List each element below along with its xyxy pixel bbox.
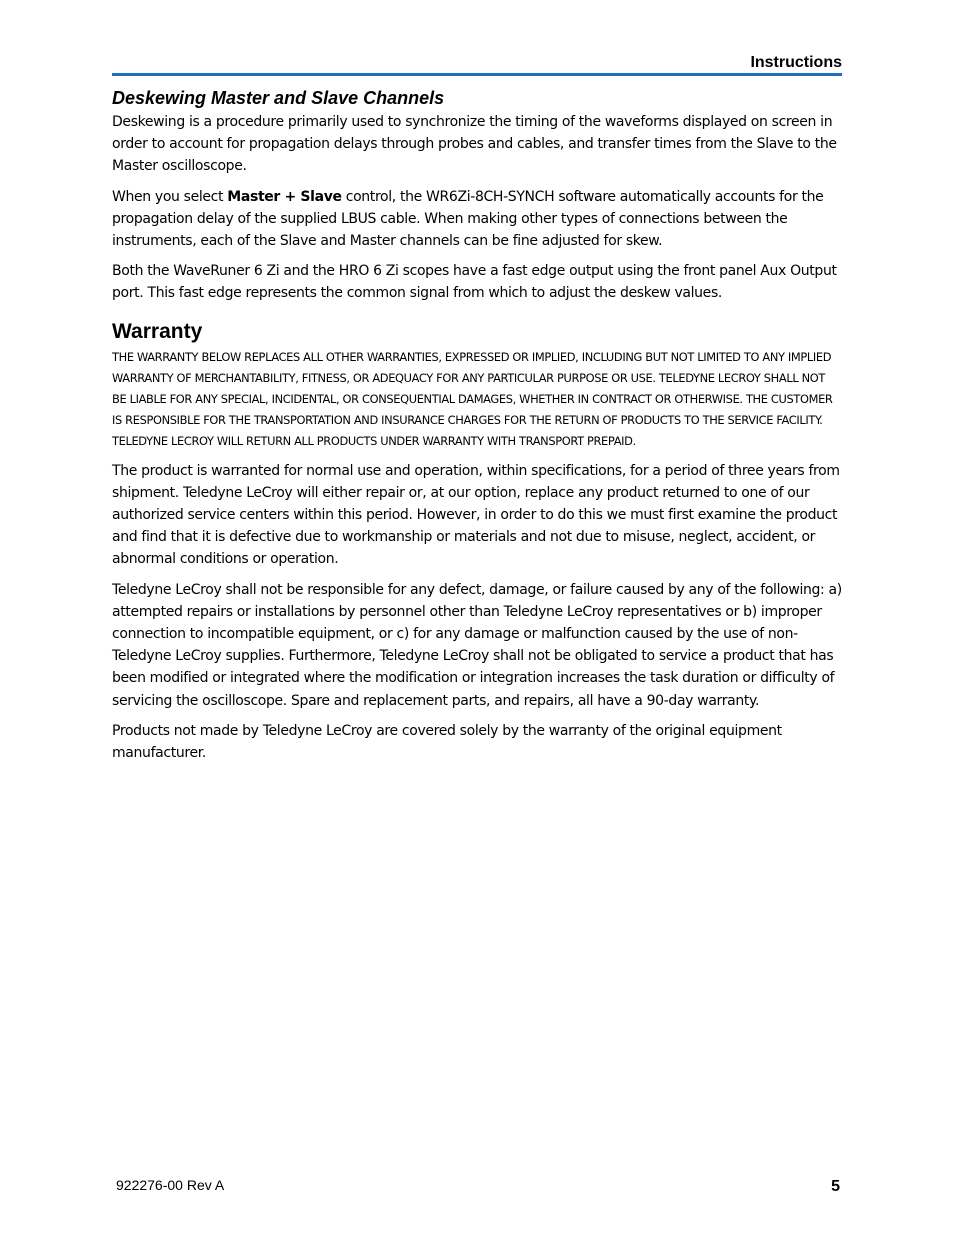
deskew-paragraph-2-end: control, the WR6Zi-8CH-SYNCH software automatically accounts for the propagation delay of the supplied LBUS cable. When making other types of connections between the instruments, each of the Slave and Master channels can be fine adjusted for skew. bbox=[112, 188, 824, 250]
warranty-heading: Warranty bbox=[112, 319, 203, 343]
deskew-paragraph-3: Both the WaveRuner 6 Zi and the HRO 6 Zi scopes have a fast edge output using the front panel Aux Output port. This fast edge represents the common signal from which to adjust the deskew values. bbox=[112, 263, 837, 302]
header-title: Instructions bbox=[750, 54, 842, 71]
master-slave-term: Master + Slave bbox=[227, 188, 342, 205]
warranty-disclaimer: THE WARRANTY BELOW REPLACES ALL OTHER WARRANTIES, EXPRESSED OR IMPLIED, INCLUDING BUT NOT LIMITED TO ANY IMPLIED WARRANTY OF MERCHANTABILITY, FITNESS, OR ADEQUACY FOR ANY PARTICULAR PURPOSE OR USE. TELEDYNE LECROY SHALL NOT BE LIABLE FOR ANY SPECIAL, INCIDENTAL, OR CONSEQUENTIAL DAMAGES, WHETHER IN CONTRACT OR OTHERWISE. THE CUSTOMER IS RESPONSIBLE FOR THE TRANSPORTATION AND INSURANCE CHARGES FOR THE RETURN OF PRODUCTS TO THE SERVICE FACILITY. TELEDYNE LECROY WILL RETURN ALL PRODUCTS UNDER WARRANTY WITH TRANSPORT PREPAID. bbox=[112, 349, 833, 448]
header-rule bbox=[112, 73, 842, 76]
deskew-heading: Deskewing Master and Slave Channels bbox=[112, 88, 445, 108]
warranty-paragraph-3: Products not made by Teledyne LeCroy are covered solely by the warranty of the original equipment manufacturer. bbox=[112, 722, 782, 762]
document-number: 922276-00 Rev A bbox=[116, 1177, 225, 1193]
deskew-paragraph-2-start: When you select bbox=[112, 188, 228, 205]
deskew-paragraph-1: Deskewing is a procedure primarily used to synchronize the timing of the waveforms displayed on screen in order to account for propagation delays through probes and cables, and transfer times from the Slave to the Master oscilloscope. bbox=[112, 114, 837, 175]
page-number: 5 bbox=[831, 1178, 840, 1195]
warranty-paragraph-1: The product is warranted for normal use and operation, within specifications, for a period of three years from shipment. Teledyne LeCroy will either repair or, at our option, replace any product returned to one of our authorized service centers within this period. However, in order to do this we must first examine the product and find that it is defective due to workmanship or materials and not due to misuse, neglect, accident, or abnormal conditions or operation. bbox=[112, 462, 840, 568]
deskew-paragraph-2 bbox=[112, 186, 842, 253]
page-content bbox=[112, 87, 842, 772]
warranty-paragraph-2: Teledyne LeCroy shall not be responsible for any defect, damage, or failure caused by any of the following: a) attempted repairs or installations by personnel other than Teledyne LeCroy representatives or b) improper connection to incompatible equipment, or c) for any damage or malfunction caused by the use of non-Teledyne LeCroy supplies. Furthermore, Teledyne LeCroy shall not be obligated to service a product that has been modified or integrated where the modification or integration increases the task duration or difficulty of servicing the oscilloscope. Spare and replacement parts, and repairs, all have a 90-day warranty. bbox=[112, 581, 842, 709]
